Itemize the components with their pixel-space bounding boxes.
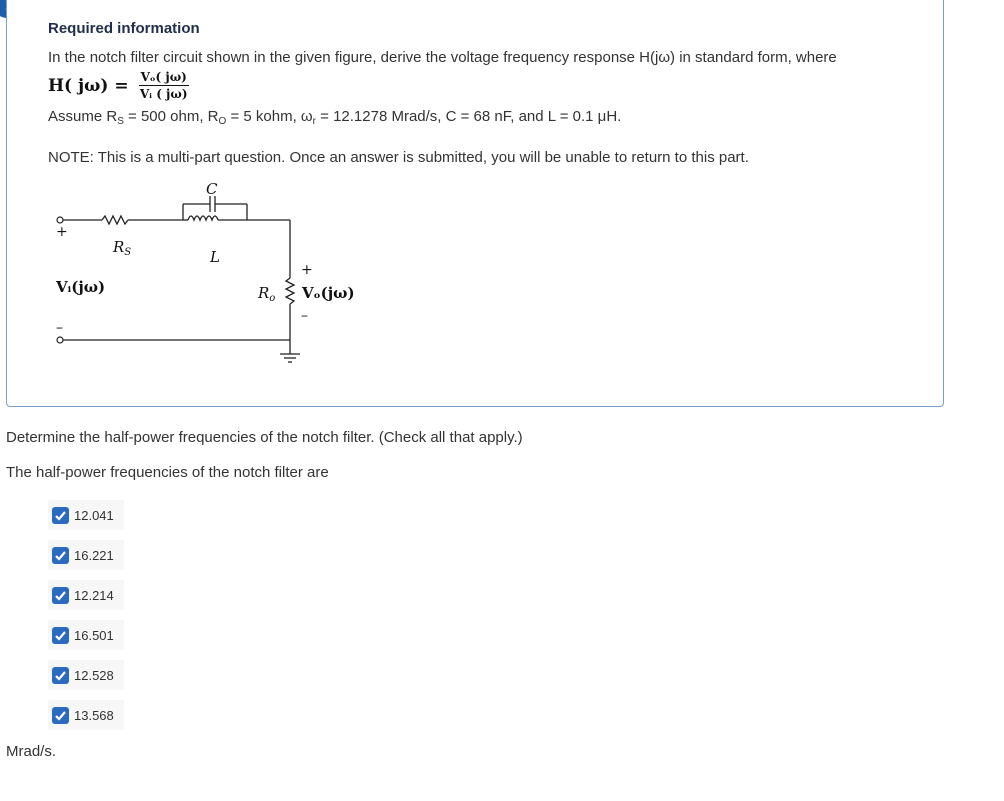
input-plus-sign: + <box>56 224 68 240</box>
source-resistor-symbol <box>102 216 128 224</box>
input-terminal-top <box>57 217 63 223</box>
load-resistor-label: $R_o$ <box>258 284 276 304</box>
option-label: 13.568 <box>74 707 114 723</box>
formula-lhs: H( jω) = <box>48 75 129 96</box>
checkbox-checked-icon[interactable] <box>52 507 69 524</box>
input-voltage-label: Vᵢ(jω) <box>56 278 106 296</box>
inductor-symbol <box>188 216 218 220</box>
source-resistor-label: $R_S$ <box>113 238 132 258</box>
capacitor-label: C <box>206 182 218 198</box>
required-info-title: Required information <box>48 20 200 37</box>
formula-denominator: Vᵢ ( jω) <box>139 87 188 101</box>
option-4[interactable] <box>48 620 124 650</box>
output-minus-sign: – <box>301 308 308 324</box>
problem-text: In the notch filter circuit shown in the given figure, derive the voltage frequency response H(jω) in standard form, where <box>48 49 837 66</box>
output-voltage-label: Vₒ(jω) <box>302 284 355 302</box>
option-5[interactable] <box>48 660 124 690</box>
formula-numerator: Vₒ( jω) <box>140 70 187 84</box>
inductor-label: L <box>210 248 220 266</box>
option-label: 12.528 <box>74 667 114 683</box>
formula-fraction <box>139 70 189 101</box>
checkbox-checked-icon[interactable] <box>52 667 69 684</box>
transfer-function-formula <box>48 70 189 101</box>
assume-values: Assume $R_S = 500$ ohm, $R_O = 5$ kohm, $\omega_r = 12.1278$ Mrad/s, C = 68 nF, and L = 0.1 μH. <box>48 108 622 127</box>
multi-part-note: NOTE: This is a multi-part question. Once an answer is submitted, you will be unable to return to this part. <box>48 149 749 166</box>
option-6[interactable] <box>48 700 124 730</box>
option-label: 12.214 <box>74 587 114 603</box>
checkbox-checked-icon[interactable] <box>52 707 69 724</box>
option-label: 16.501 <box>74 627 114 643</box>
option-2[interactable] <box>48 540 124 570</box>
question-prompt: Determine the half-power frequencies of the notch filter. (Check all that apply.) <box>6 429 523 446</box>
load-resistor-symbol <box>286 278 294 304</box>
checkbox-checked-icon[interactable] <box>52 587 69 604</box>
question-lead: The half-power frequencies of the notch filter are <box>6 464 329 481</box>
option-1[interactable] <box>48 500 124 530</box>
notch-filter-circuit <box>40 182 370 372</box>
units-label: Mrad/s. <box>6 743 57 760</box>
input-terminal-bottom <box>57 337 63 343</box>
option-label: 16.221 <box>74 547 114 563</box>
option-label: 12.041 <box>74 507 114 523</box>
output-plus-sign: + <box>301 262 313 278</box>
option-3[interactable] <box>48 580 124 610</box>
input-minus-sign: – <box>56 320 63 336</box>
checkbox-checked-icon[interactable] <box>52 547 69 564</box>
checkbox-checked-icon[interactable] <box>52 627 69 644</box>
